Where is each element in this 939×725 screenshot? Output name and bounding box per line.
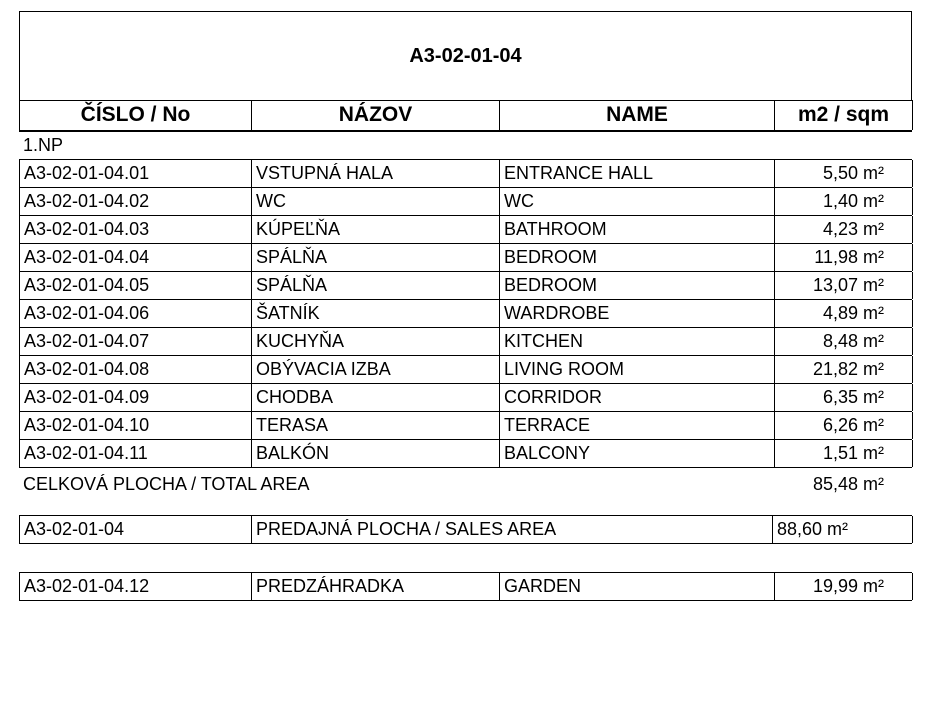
room-number: A3-02-01-04.09 xyxy=(20,384,252,411)
table-header xyxy=(19,100,912,132)
room-name-sk: ŠATNÍK xyxy=(252,300,500,327)
room-name-en: WC xyxy=(500,188,775,215)
table-row xyxy=(19,216,912,244)
room-name-en: ENTRANCE HALL xyxy=(500,160,775,187)
room-area: 8,48 m² xyxy=(775,328,913,355)
header-number: ČÍSLO / No xyxy=(20,100,252,130)
room-name-en: BEDROOM xyxy=(500,272,775,299)
sales-unit-number: A3-02-01-04 xyxy=(20,516,252,543)
garden-number: A3-02-01-04.12 xyxy=(20,573,252,600)
header-name-sk: NÁZOV xyxy=(252,100,500,130)
room-number: A3-02-01-04.06 xyxy=(20,300,252,327)
sales-area-label: PREDAJNÁ PLOCHA / SALES AREA xyxy=(252,516,773,543)
room-number: A3-02-01-04.11 xyxy=(20,440,252,467)
rooms-table xyxy=(19,159,912,468)
room-area: 4,89 m² xyxy=(775,300,913,327)
garden-name-sk: PREDZÁHRADKA xyxy=(252,573,500,600)
room-area: 6,35 m² xyxy=(775,384,913,411)
total-area-row xyxy=(19,471,912,499)
room-name-sk: TERASA xyxy=(252,412,500,439)
table-row xyxy=(19,328,912,356)
room-number: A3-02-01-04.03 xyxy=(20,216,252,243)
table-row xyxy=(19,356,912,384)
room-area: 4,23 m² xyxy=(775,216,913,243)
room-name-sk: SPÁLŇA xyxy=(252,272,500,299)
room-area: 1,51 m² xyxy=(775,440,913,467)
room-area: 5,50 m² xyxy=(775,160,913,187)
room-number: A3-02-01-04.08 xyxy=(20,356,252,383)
sales-area-value: 88,60 m² xyxy=(773,516,913,543)
header-area: m2 / sqm xyxy=(775,100,913,130)
room-name-en: LIVING ROOM xyxy=(500,356,775,383)
room-area: 13,07 m² xyxy=(775,272,913,299)
room-name-sk: KÚPEĽŇA xyxy=(252,216,500,243)
room-number: A3-02-01-04.02 xyxy=(20,188,252,215)
table-row xyxy=(19,384,912,412)
room-area: 6,26 m² xyxy=(775,412,913,439)
sales-area-row xyxy=(19,515,912,544)
garden-area: 19,99 m² xyxy=(775,573,913,600)
room-name-en: BALCONY xyxy=(500,440,775,467)
header-name-en: NAME xyxy=(500,100,775,130)
room-name-en: TERRACE xyxy=(500,412,775,439)
table-row xyxy=(19,412,912,440)
room-number: A3-02-01-04.07 xyxy=(20,328,252,355)
room-area: 21,82 m² xyxy=(775,356,913,383)
room-name-en: BATHROOM xyxy=(500,216,775,243)
room-name-en: BEDROOM xyxy=(500,244,775,271)
table-row xyxy=(19,160,912,188)
room-name-en: CORRIDOR xyxy=(500,384,775,411)
room-name-en: WARDROBE xyxy=(500,300,775,327)
room-name-sk: VSTUPNÁ HALA xyxy=(252,160,500,187)
room-number: A3-02-01-04.04 xyxy=(20,244,252,271)
room-name-sk: SPÁLŇA xyxy=(252,244,500,271)
room-number: A3-02-01-04.01 xyxy=(20,160,252,187)
room-name-sk: CHODBA xyxy=(252,384,500,411)
room-name-sk: BALKÓN xyxy=(252,440,500,467)
floor-label: 1.NP xyxy=(23,135,64,155)
room-area: 11,98 m² xyxy=(775,244,913,271)
room-name-sk: WC xyxy=(252,188,500,215)
table-row xyxy=(19,188,912,216)
room-name-en: KITCHEN xyxy=(500,328,775,355)
total-area-value: 85,48 m² xyxy=(812,474,884,494)
room-name-sk: OBÝVACIA IZBA xyxy=(252,356,500,383)
room-number: A3-02-01-04.05 xyxy=(20,272,252,299)
room-number: A3-02-01-04.10 xyxy=(20,412,252,439)
table-row xyxy=(19,272,912,300)
room-area: 1,40 m² xyxy=(775,188,913,215)
table-row xyxy=(19,300,912,328)
room-name-sk: KUCHYŇA xyxy=(252,328,500,355)
unit-title: A3-02-01-04 xyxy=(19,11,912,101)
garden-row xyxy=(19,572,912,601)
table-row xyxy=(19,244,912,272)
garden-name-en: GARDEN xyxy=(500,573,775,600)
total-area-label: CELKOVÁ PLOCHA / TOTAL AREA xyxy=(23,474,310,494)
table-row xyxy=(19,440,912,468)
